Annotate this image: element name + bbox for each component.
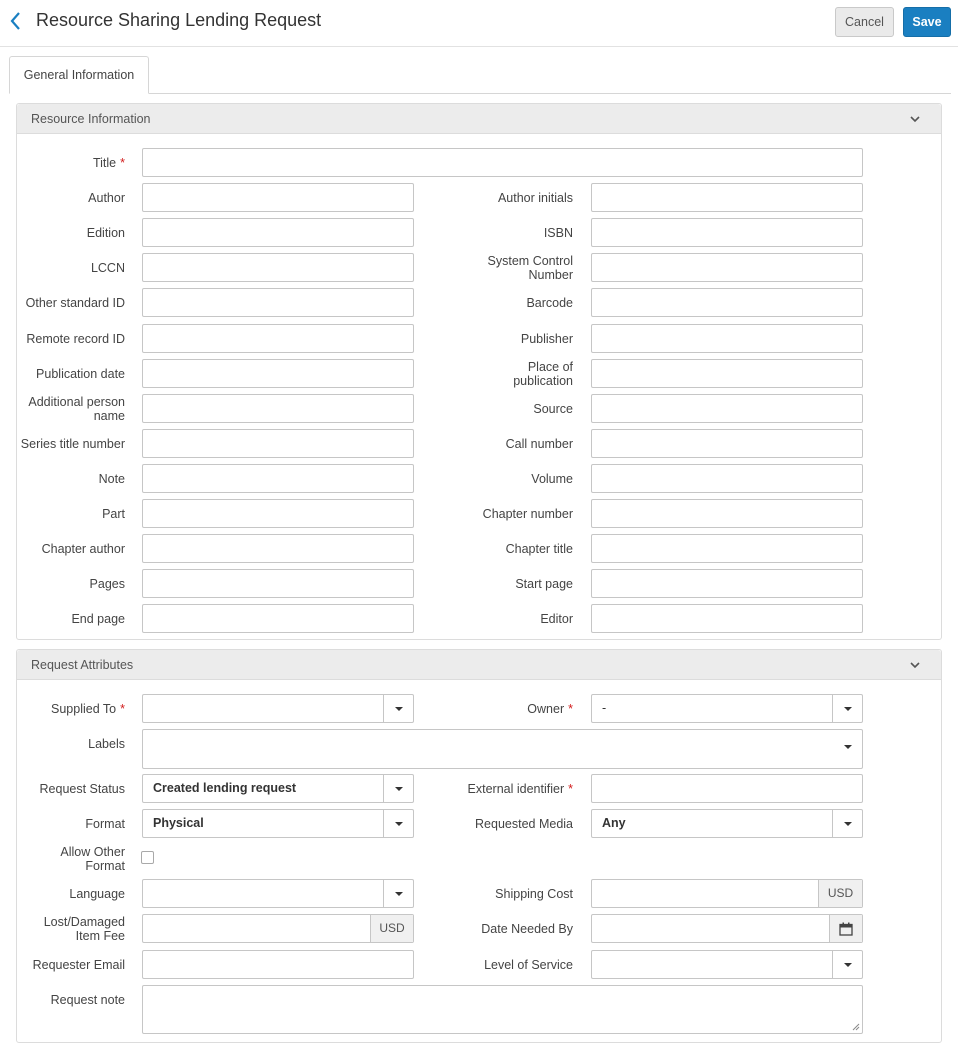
request-status-select[interactable]	[142, 774, 414, 803]
resource-information-header[interactable]	[17, 104, 941, 134]
publisher-input[interactable]	[591, 324, 863, 353]
panel-title: Request Attributes	[31, 658, 134, 672]
chapter-title-label: Chapter title	[505, 541, 573, 556]
back-button[interactable]	[6, 9, 26, 33]
tab-general-information[interactable]: General Information	[9, 56, 149, 94]
caret-down-icon	[844, 707, 852, 711]
date-needed-by-input[interactable]	[591, 914, 863, 943]
requester-email-input[interactable]	[142, 950, 414, 979]
call-number-label: Call number	[505, 436, 573, 451]
requested-media-value: Any	[602, 816, 626, 830]
dropdown-button[interactable]	[383, 880, 413, 907]
labels-multiselect[interactable]	[142, 729, 863, 769]
dropdown-button[interactable]	[383, 775, 413, 802]
external-identifier-input[interactable]	[591, 774, 863, 803]
system-control-number-input[interactable]	[591, 253, 863, 282]
resize-grip-icon[interactable]	[852, 1023, 860, 1031]
owner-select[interactable]	[591, 694, 863, 723]
request-status-label: Request Status	[39, 781, 125, 796]
caret-down-icon	[395, 787, 403, 791]
chapter-number-label: Chapter number	[482, 506, 573, 521]
note-input[interactable]	[142, 464, 414, 493]
caret-down-icon	[395, 707, 403, 711]
caret-down-icon	[395, 892, 403, 896]
currency-addon: USD	[818, 880, 862, 907]
call-number-input[interactable]	[591, 429, 863, 458]
lost-damaged-item-fee-label: Lost/Damaged Item Fee	[43, 914, 125, 943]
request-note-label: Request note	[50, 992, 125, 1007]
language-label: Language	[69, 886, 125, 901]
format-select[interactable]	[142, 809, 414, 838]
editor-input[interactable]	[591, 604, 863, 633]
pages-label: Pages	[89, 576, 125, 591]
end-page-input[interactable]	[142, 604, 414, 633]
other-standard-id-label: Other standard ID	[25, 295, 125, 310]
cancel-button[interactable]: Cancel	[835, 7, 894, 37]
caret-down-icon	[844, 963, 852, 967]
start-page-label: Start page	[515, 576, 573, 591]
chevron-down-icon	[909, 659, 921, 671]
chapter-author-label: Chapter author	[41, 541, 125, 556]
additional-person-name-label: Additional person name	[28, 394, 125, 423]
calendar-button[interactable]	[829, 915, 862, 942]
remote-record-id-label: Remote record ID	[26, 331, 125, 346]
part-input[interactable]	[142, 499, 414, 528]
system-control-number-label: System Control Number	[487, 253, 573, 282]
chapter-title-input[interactable]	[591, 534, 863, 563]
date-needed-by-label: Date Needed By	[481, 921, 573, 936]
title-label: Title *	[92, 155, 125, 170]
other-standard-id-input[interactable]	[142, 288, 414, 317]
place-of-publication-input[interactable]	[591, 359, 863, 388]
calendar-icon	[839, 922, 853, 936]
dropdown-button[interactable]	[832, 951, 862, 978]
caret-down-icon	[844, 745, 852, 749]
dropdown-button[interactable]	[832, 695, 862, 722]
allow-other-format-checkbox[interactable]	[141, 851, 154, 864]
format-label: Format	[85, 816, 125, 831]
requested-media-label: Requested Media	[475, 816, 573, 831]
pages-input[interactable]	[142, 569, 414, 598]
caret-down-icon	[395, 822, 403, 826]
top-bar	[0, 0, 958, 47]
additional-person-name-input[interactable]	[142, 394, 414, 423]
tab-divider	[9, 93, 951, 94]
shipping-cost-label: Shipping Cost	[495, 886, 573, 901]
supplied-to-select[interactable]	[142, 694, 414, 723]
edition-input[interactable]	[142, 218, 414, 247]
caret-down-icon	[844, 822, 852, 826]
currency-addon: USD	[370, 915, 413, 942]
publication-date-label: Publication date	[36, 366, 125, 381]
allow-other-format-label: Allow Other Format	[60, 844, 125, 873]
editor-label: Editor	[540, 611, 573, 626]
dropdown-button[interactable]	[383, 810, 413, 837]
page-title: Resource Sharing Lending Request	[36, 10, 322, 30]
lccn-input[interactable]	[142, 253, 414, 282]
supplied-to-label: Supplied To *	[51, 701, 125, 716]
request-attributes-header[interactable]	[17, 650, 941, 680]
barcode-input[interactable]	[591, 288, 863, 317]
start-page-input[interactable]	[591, 569, 863, 598]
requested-media-select[interactable]	[591, 809, 863, 838]
owner-label: Owner *	[527, 701, 573, 716]
barcode-label: Barcode	[526, 295, 573, 310]
note-label: Note	[98, 471, 125, 486]
lost-damaged-item-fee-input[interactable]	[142, 914, 414, 943]
author-label: Author	[88, 190, 125, 205]
source-label: Source	[533, 401, 573, 416]
volume-label: Volume	[531, 471, 573, 486]
author-initials-input[interactable]	[591, 183, 863, 212]
series-title-number-input[interactable]	[142, 429, 414, 458]
isbn-label: ISBN	[543, 225, 573, 240]
place-of-publication-label: Place of publication	[513, 359, 573, 388]
end-page-label: End page	[71, 611, 125, 626]
back-chevron-icon	[6, 9, 26, 33]
dropdown-button[interactable]	[832, 810, 862, 837]
lccn-label: LCCN	[90, 260, 125, 275]
chapter-author-input[interactable]	[142, 534, 414, 563]
source-input[interactable]	[591, 394, 863, 423]
author-initials-label: Author initials	[497, 190, 573, 205]
requester-email-label: Requester Email	[32, 957, 125, 972]
chapter-number-input[interactable]	[591, 499, 863, 528]
owner-value: -	[602, 701, 607, 715]
level-of-service-select[interactable]	[591, 950, 863, 979]
title-input[interactable]	[142, 148, 863, 177]
publication-date-input[interactable]	[142, 359, 414, 388]
chevron-down-icon	[909, 113, 921, 125]
publisher-label: Publisher	[520, 331, 573, 346]
remote-record-id-input[interactable]	[142, 324, 414, 353]
request-status-value: Created lending request	[153, 781, 297, 795]
save-button[interactable]: Save	[903, 7, 951, 37]
dropdown-button[interactable]	[383, 695, 413, 722]
panel-title: Resource Information	[31, 112, 151, 126]
external-identifier-label: External identifier *	[467, 781, 573, 796]
series-title-number-label: Series title number	[20, 436, 125, 451]
level-of-service-label: Level of Service	[484, 957, 573, 972]
isbn-input[interactable]	[591, 218, 863, 247]
edition-label: Edition	[86, 225, 125, 240]
request-note-textarea[interactable]	[142, 985, 863, 1034]
labels-label: Labels	[88, 736, 125, 751]
part-label: Part	[102, 506, 125, 521]
author-input[interactable]	[142, 183, 414, 212]
shipping-cost-input[interactable]	[591, 879, 863, 908]
volume-input[interactable]	[591, 464, 863, 493]
format-value: Physical	[153, 816, 204, 830]
language-select[interactable]	[142, 879, 414, 908]
